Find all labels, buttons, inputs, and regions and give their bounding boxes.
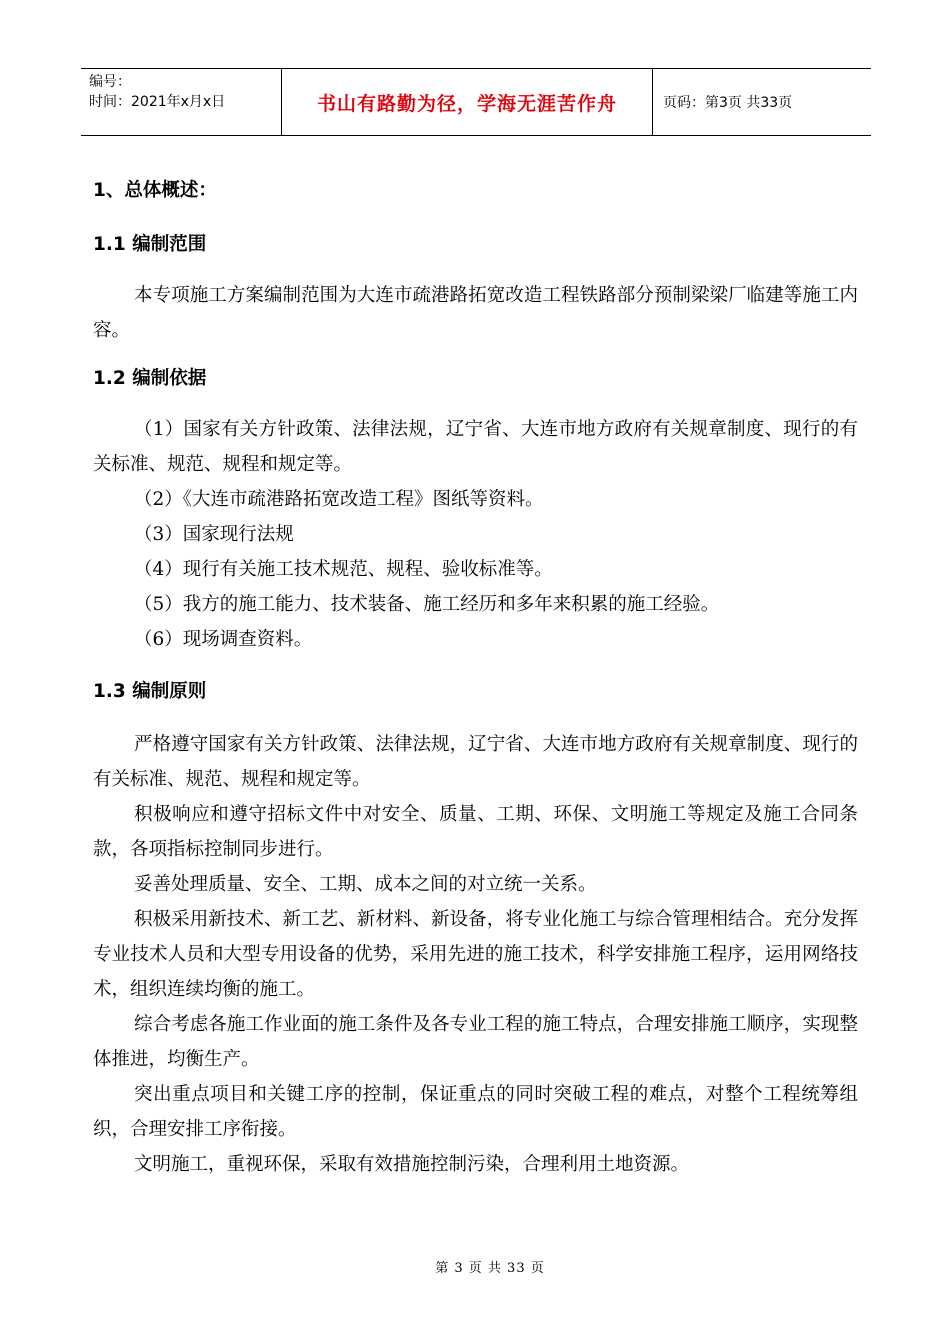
paragraph: 积极采用新技术、新工艺、新材料、新设备，将专业化施工与综合管理相结合。充分发挥专业技术人员和大型专用设备的优势，采用先进的施工技术，科学安排施工程序，运用网络技术，组织连续均衡的施工。 <box>93 909 858 1000</box>
section-basis <box>93 366 858 657</box>
list-item: （6）现场调查资料。 <box>134 629 313 650</box>
document-body <box>93 178 858 1182</box>
header-meta <box>81 69 281 135</box>
paragraph: 积极响应和遵守招标文件中对安全、质量、工期、环保、文明施工等规定及施工合同条款，各项指标控制同步进行。 <box>93 804 858 860</box>
page-footer: 第 3 页 共 33 页 <box>435 1261 545 1276</box>
page-header <box>81 68 871 136</box>
paragraph: 综合考虑各施工作业面的施工条件及各专业工程的施工特点，合理安排施工顺序，实现整体推进，均衡生产。 <box>93 1014 858 1070</box>
list-item: （5）我方的施工能力、技术装备、施工经历和多年来积累的施工经验。 <box>134 594 720 615</box>
paragraph: 本专项施工方案编制范围为大连市疏港路拓宽改造工程铁路部分预制梁梁厂临建等施工内容。 <box>93 285 858 341</box>
paragraph: 突出重点项目和关键工序的控制，保证重点的同时突破工程的难点，对整个工程统筹组织，合理安排工序衔接。 <box>93 1084 858 1140</box>
header-motto: 书山有路勤为径，学海无涯苦作舟 <box>281 69 653 135</box>
header-page-info: 页码：第3页 共33页 <box>663 95 793 111</box>
section-heading: 1.2 编制依据 <box>93 368 207 389</box>
document-date: 时间：2021年x月x日 <box>89 94 226 110</box>
paragraph: 文明施工，重视环保，采取有效措施控制污染，合理利用土地资源。 <box>134 1154 690 1175</box>
list-item: （3）国家现行法规 <box>134 524 294 545</box>
document-title: 1、总体概述： <box>93 180 217 201</box>
paragraph: 严格遵守国家有关方针政策、法律法规，辽宁省、大连市地方政府有关规章制度、现行的有关标准、规范、规程和规定等。 <box>93 734 858 790</box>
list-item: （2）《大连市疏港路拓宽改造工程》图纸等资料。 <box>134 489 544 510</box>
section-heading: 1.1 编制范围 <box>93 234 207 255</box>
section-principles <box>93 679 858 1182</box>
list-item: （4）现行有关施工技术规范、规程、验收标准等。 <box>134 559 553 580</box>
document-number: 编号： <box>89 74 131 90</box>
list-item: （1）国家有关方针政策、法律法规，辽宁省、大连市地方政府有关规章制度、现行的有关标准、规范、规程和规定等。 <box>93 419 858 475</box>
section-scope <box>93 232 858 348</box>
section-heading: 1.3 编制原则 <box>93 681 207 702</box>
paragraph: 妥善处理质量、安全、工期、成本之间的对立统一关系。 <box>134 874 597 895</box>
